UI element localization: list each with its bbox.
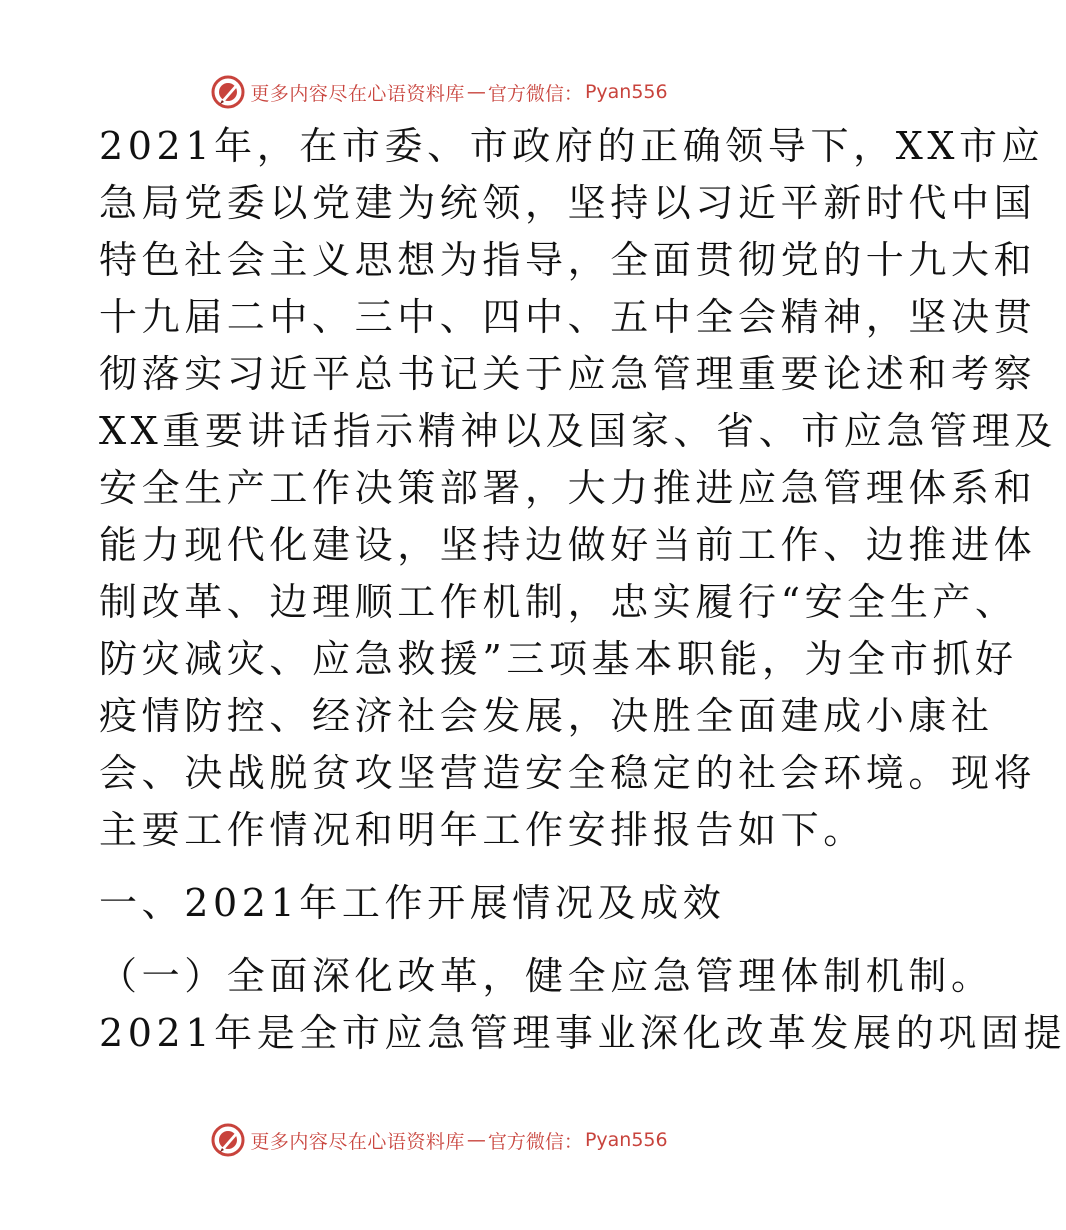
watermark-wechat-id: Pyan556 — [584, 1129, 668, 1151]
paragraph-line: 能力现代化建设，坚持边做好当前工作、边推进体 — [99, 523, 1037, 567]
pen-logo-icon — [210, 1122, 246, 1158]
paragraph-line: 十九届二中、三中、四中、五中全会精神，坚决贯 — [99, 295, 1037, 339]
paragraph-line: 制改革、边理顺工作机制，忠实履行“安全生产、 — [99, 580, 1018, 624]
pen-logo-icon — [210, 74, 246, 110]
watermark-wechat-id: Pyan556 — [584, 81, 668, 103]
paragraph-line: 2021年，在市委、市政府的正确领导下，XX市应 — [99, 124, 1045, 168]
watermark-footer — [0, 1120, 950, 1160]
watermark-official-label: 官方微信： — [487, 1130, 583, 1153]
watermark-text: 更多内容尽在心语资料库 — [250, 82, 465, 105]
watermark-header — [0, 72, 950, 112]
watermark-dash: — — [466, 1129, 486, 1151]
paragraph-line: 会、决战脱贫攻坚营造安全稳定的社会环境。现将 — [99, 751, 1037, 795]
section-heading: 一、2021年工作开展情况及成效 — [99, 881, 726, 925]
paragraph-line: XX重要讲话指示精神以及国家、省、市应急管理及 — [99, 409, 1057, 453]
paragraph-line: 疫情防控、经济社会发展，决胜全面建成小康社 — [99, 694, 994, 738]
paragraph-line: 安全生产工作决策部署，大力推进应急管理体系和 — [99, 466, 1037, 510]
watermark-dash: — — [466, 81, 486, 103]
paragraph-line: 主要工作情况和明年工作安排报告如下。 — [99, 808, 866, 852]
paragraph-line: 急局党委以党建为统领，坚持以习近平新时代中国 — [99, 181, 1037, 225]
watermark-official-label: 官方微信： — [487, 82, 583, 105]
paragraph-line: 彻落实习近平总书记关于应急管理重要论述和考察 — [99, 352, 1037, 396]
paragraph-line: 特色社会主义思想为指导，全面贯彻党的十九大和 — [99, 238, 1037, 282]
watermark-text: 更多内容尽在心语资料库 — [250, 1130, 465, 1153]
paragraph-line: 2021年是全市应急管理事业深化改革发展的巩固提 — [99, 1011, 1066, 1055]
subsection-heading: （一）全面深化改革，健全应急管理体制机制。 — [99, 954, 994, 998]
paragraph-line: 防灾减灾、应急救援”三项基本职能，为全市抓好 — [99, 637, 1018, 681]
